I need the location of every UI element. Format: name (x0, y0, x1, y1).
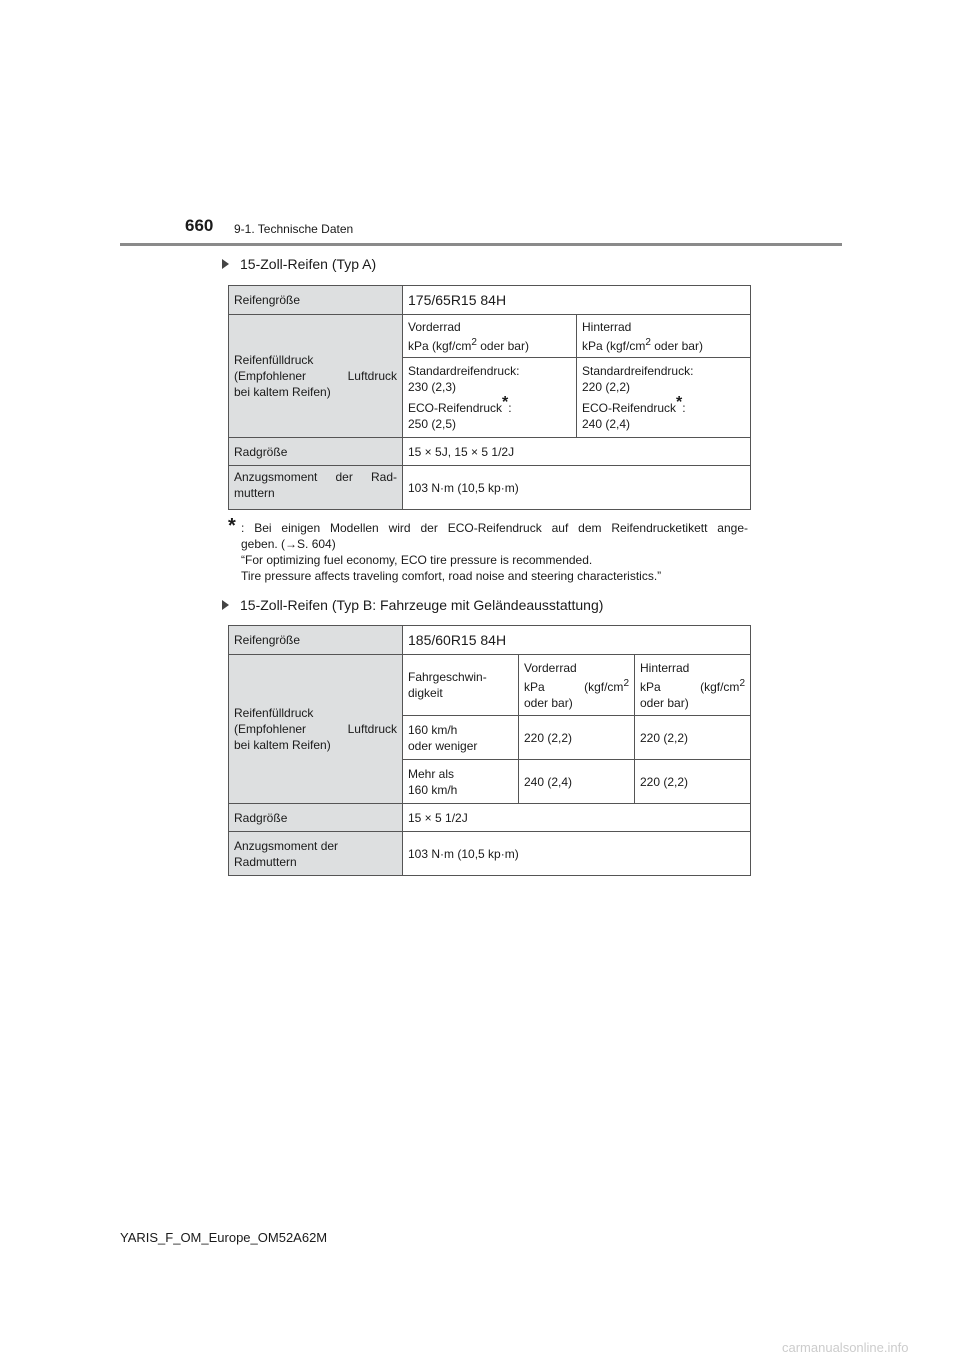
size-label: Reifengröße (229, 286, 403, 315)
triangle-bullet-icon (222, 259, 229, 269)
front-pressure-line: 250 (2,5) (408, 417, 457, 431)
tire-table-b (228, 625, 751, 876)
front-header (403, 315, 577, 358)
torque-label (229, 466, 403, 510)
rear-pressure-line: Standardreifendruck: (582, 364, 694, 378)
speed-cell (403, 760, 519, 804)
rear-pressure: 220 (2,2) (635, 760, 751, 804)
speed-header-line: Fahrgeschwin- (408, 670, 487, 684)
rear-pressure-line: 220 (2,2) (582, 380, 631, 394)
footnote-line: : Bei einigen Modellen wird der ECO-Reifendruck auf dem Reifendrucketikett ange- (241, 521, 748, 535)
front-pressure-line: Standardreifendruck: (408, 364, 520, 378)
front-pressure-line: 230 (2,3) (408, 380, 457, 394)
table-row (229, 438, 751, 466)
table-row (229, 286, 751, 315)
pressure-label-line: (Empfohlener Luftdruck (234, 722, 397, 736)
footnote-line: Tire pressure affects traveling comfort, road noise and steering characteristics.” (241, 569, 662, 583)
wheel-label: Radgröße (229, 804, 403, 832)
front-pressure (403, 358, 577, 438)
table-row (229, 804, 751, 832)
rear-header-line: kPa (kgf/cm (582, 338, 646, 353)
document-code: YARIS_F_OM_Europe_OM52A62M (120, 1230, 328, 1245)
rear-pressure: 220 (2,2) (635, 716, 751, 760)
wheel-value: 15 × 5J, 15 × 5 1/2J (403, 438, 751, 466)
footnote (228, 515, 748, 584)
pressure-label-line: Reifenfülldruck (234, 706, 314, 720)
torque-label-line: Anzugsmoment der Rad- (234, 470, 397, 484)
torque-label-line: Anzugsmoment der (234, 838, 339, 853)
colon: : (508, 401, 512, 415)
speed-line: Mehr als (408, 766, 455, 781)
speed-cell (403, 716, 519, 760)
rear-header-line: Hinterrad (582, 319, 632, 334)
pressure-label (229, 315, 403, 438)
pressure-label-line: (Empfohlener Luftdruck (234, 369, 397, 383)
asterisk-mark: * (502, 394, 509, 411)
size-value: 175/65R15 84H (403, 286, 751, 315)
pressure-label (229, 655, 403, 804)
footnote-asterisk: * (228, 515, 236, 537)
torque-label-line: Radmuttern (234, 854, 297, 869)
front-pressure: 220 (2,2) (519, 716, 635, 760)
header-rule (120, 243, 842, 246)
footnote-line: geben. (→S. 604) (241, 537, 336, 551)
speed-header (403, 655, 519, 716)
pressure-label-line: bei kaltem Reifen) (234, 738, 331, 752)
table-row (229, 832, 751, 876)
table-row (229, 626, 751, 655)
pressure-label-line: Reifenfülldruck (234, 353, 314, 367)
torque-label-line: muttern (234, 486, 275, 500)
tire-table-a (228, 285, 751, 510)
front-header-line: oder bar) (476, 338, 529, 353)
front-pressure-line: ECO-Reifendruck (408, 401, 503, 415)
pressure-label-line: bei kaltem Reifen) (234, 385, 331, 399)
rear-header-line: oder bar) (650, 338, 703, 353)
watermark: carmanualsonline.info (782, 1340, 909, 1355)
speed-line: 160 km/h (408, 722, 458, 737)
superscript: 2 (471, 336, 477, 348)
rear-pressure-line: 240 (2,4) (582, 417, 631, 431)
front-header-line: kPa ($kgf/cm^2$ (524, 677, 629, 694)
colon: : (682, 401, 686, 415)
rear-header (577, 315, 751, 358)
front-pressure: 240 (2,4) (519, 760, 635, 804)
rear-header-line: oder bar) (640, 695, 689, 710)
size-value: 185/60R15 84H (403, 626, 751, 655)
heading-table-a (222, 256, 376, 272)
heading-text: 15-Zoll-Reifen (Typ B: Fahrzeuge mit Geländeausstattung) (240, 597, 604, 613)
heading-text: 15-Zoll-Reifen (Typ A) (240, 256, 377, 272)
footnote-line: “For optimizing fuel economy, ECO tire pressure is recommended. (241, 553, 593, 567)
torque-value: 103 N·m (10,5 kp·m) (403, 466, 751, 510)
speed-header-line: digkeit (408, 686, 443, 700)
asterisk-mark: * (676, 394, 683, 411)
triangle-bullet-icon (222, 600, 229, 610)
heading-table-b (222, 597, 603, 613)
wheel-label: Radgröße (229, 438, 403, 466)
table-row (229, 315, 751, 358)
rear-header (635, 655, 751, 716)
torque-label (229, 832, 403, 876)
superscript: 2 (645, 336, 651, 348)
rear-header-line: kPa ($kgf/cm^2$ (640, 677, 745, 694)
front-header (519, 655, 635, 716)
speed-line: oder weniger (408, 738, 478, 753)
speed-line: 160 km/h (408, 782, 458, 797)
superscript: 2 (739, 677, 745, 689)
page-number: 660 (185, 216, 214, 235)
table-row (229, 466, 751, 510)
front-header-line: Vorderrad (408, 319, 461, 334)
rear-header-line: Hinterrad (640, 660, 690, 675)
front-header-line: oder bar) (524, 695, 573, 710)
size-label: Reifengröße (229, 626, 403, 655)
front-header-line: Vorderrad (524, 660, 577, 675)
rear-pressure-line: ECO-Reifendruck (582, 401, 677, 415)
front-header-line: kPa (kgf/cm (408, 338, 472, 353)
table-row (229, 655, 751, 716)
rear-pressure (577, 358, 751, 438)
superscript: 2 (623, 677, 629, 689)
torque-value: 103 N·m (10,5 kp·m) (403, 832, 751, 876)
wheel-value: 15 × 5 1/2J (403, 804, 751, 832)
section-title: 9-1. Technische Daten (234, 222, 354, 236)
